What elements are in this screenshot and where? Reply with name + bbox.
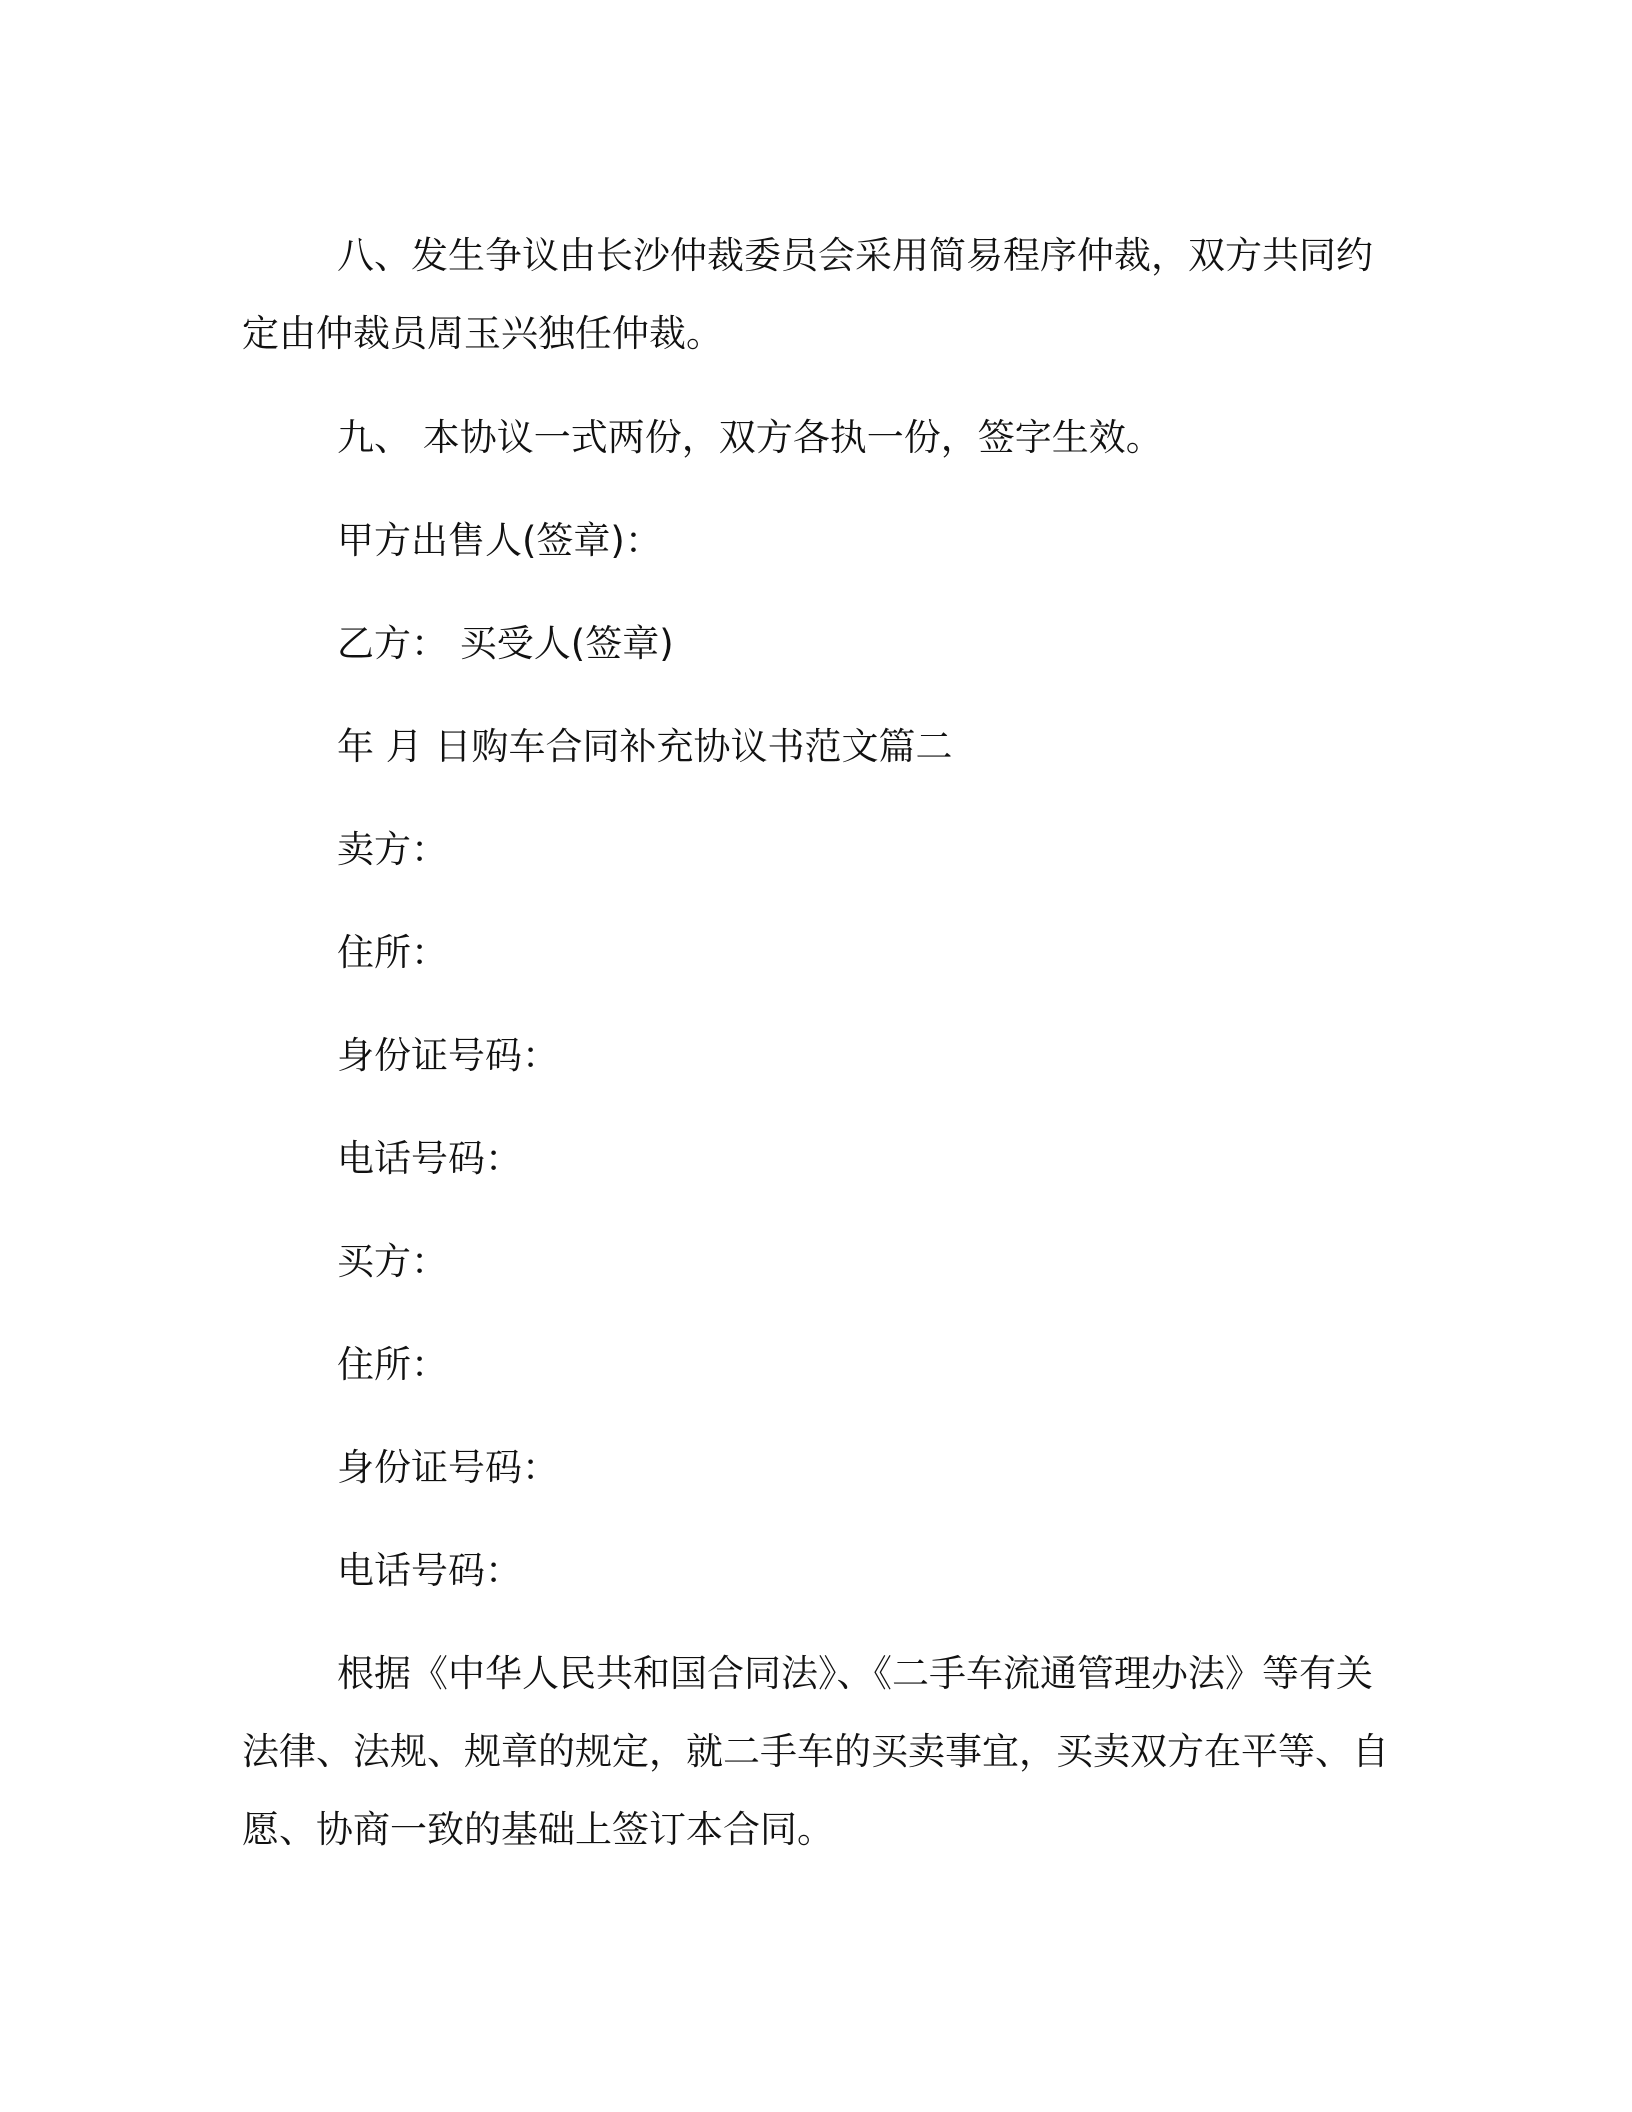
seller-label: 卖方： xyxy=(337,828,448,871)
buyer-id-label: 身份证号码： xyxy=(337,1446,559,1489)
buyer-label: 买方： xyxy=(337,1240,448,1283)
seller-address-label: 住所： xyxy=(337,931,448,974)
party-a-signature: 甲方出售人(签章)： xyxy=(337,519,662,562)
section-title: 年 月 日购车合同补充协议书范文篇二 xyxy=(337,725,953,768)
seller-phone-label: 电话号码： xyxy=(337,1137,522,1180)
clause-nine: 九、 本协议一式两份，双方各执一份，签字生效。 xyxy=(337,416,1163,459)
buyer-address-label: 住所： xyxy=(337,1343,448,1386)
clause-eight: 八、发生争议由长沙仲裁委员会采用简易程序仲裁，双方共同约定由仲裁员周玉兴独任仲裁。 xyxy=(242,234,1373,355)
legal-basis-paragraph: 根据《中华人民共和国合同法》、《二手车流通管理办法》等有关法律、法规、规章的规定，就二手车的买卖事宜，买卖双方在平等、自愿、协商一致的基础上签订本合同。 xyxy=(242,1652,1389,1851)
buyer-phone-label: 电话号码： xyxy=(337,1549,522,1592)
seller-id-label: 身份证号码： xyxy=(337,1034,559,1077)
party-b-signature: 乙方： 买受人(签章) xyxy=(337,622,674,665)
